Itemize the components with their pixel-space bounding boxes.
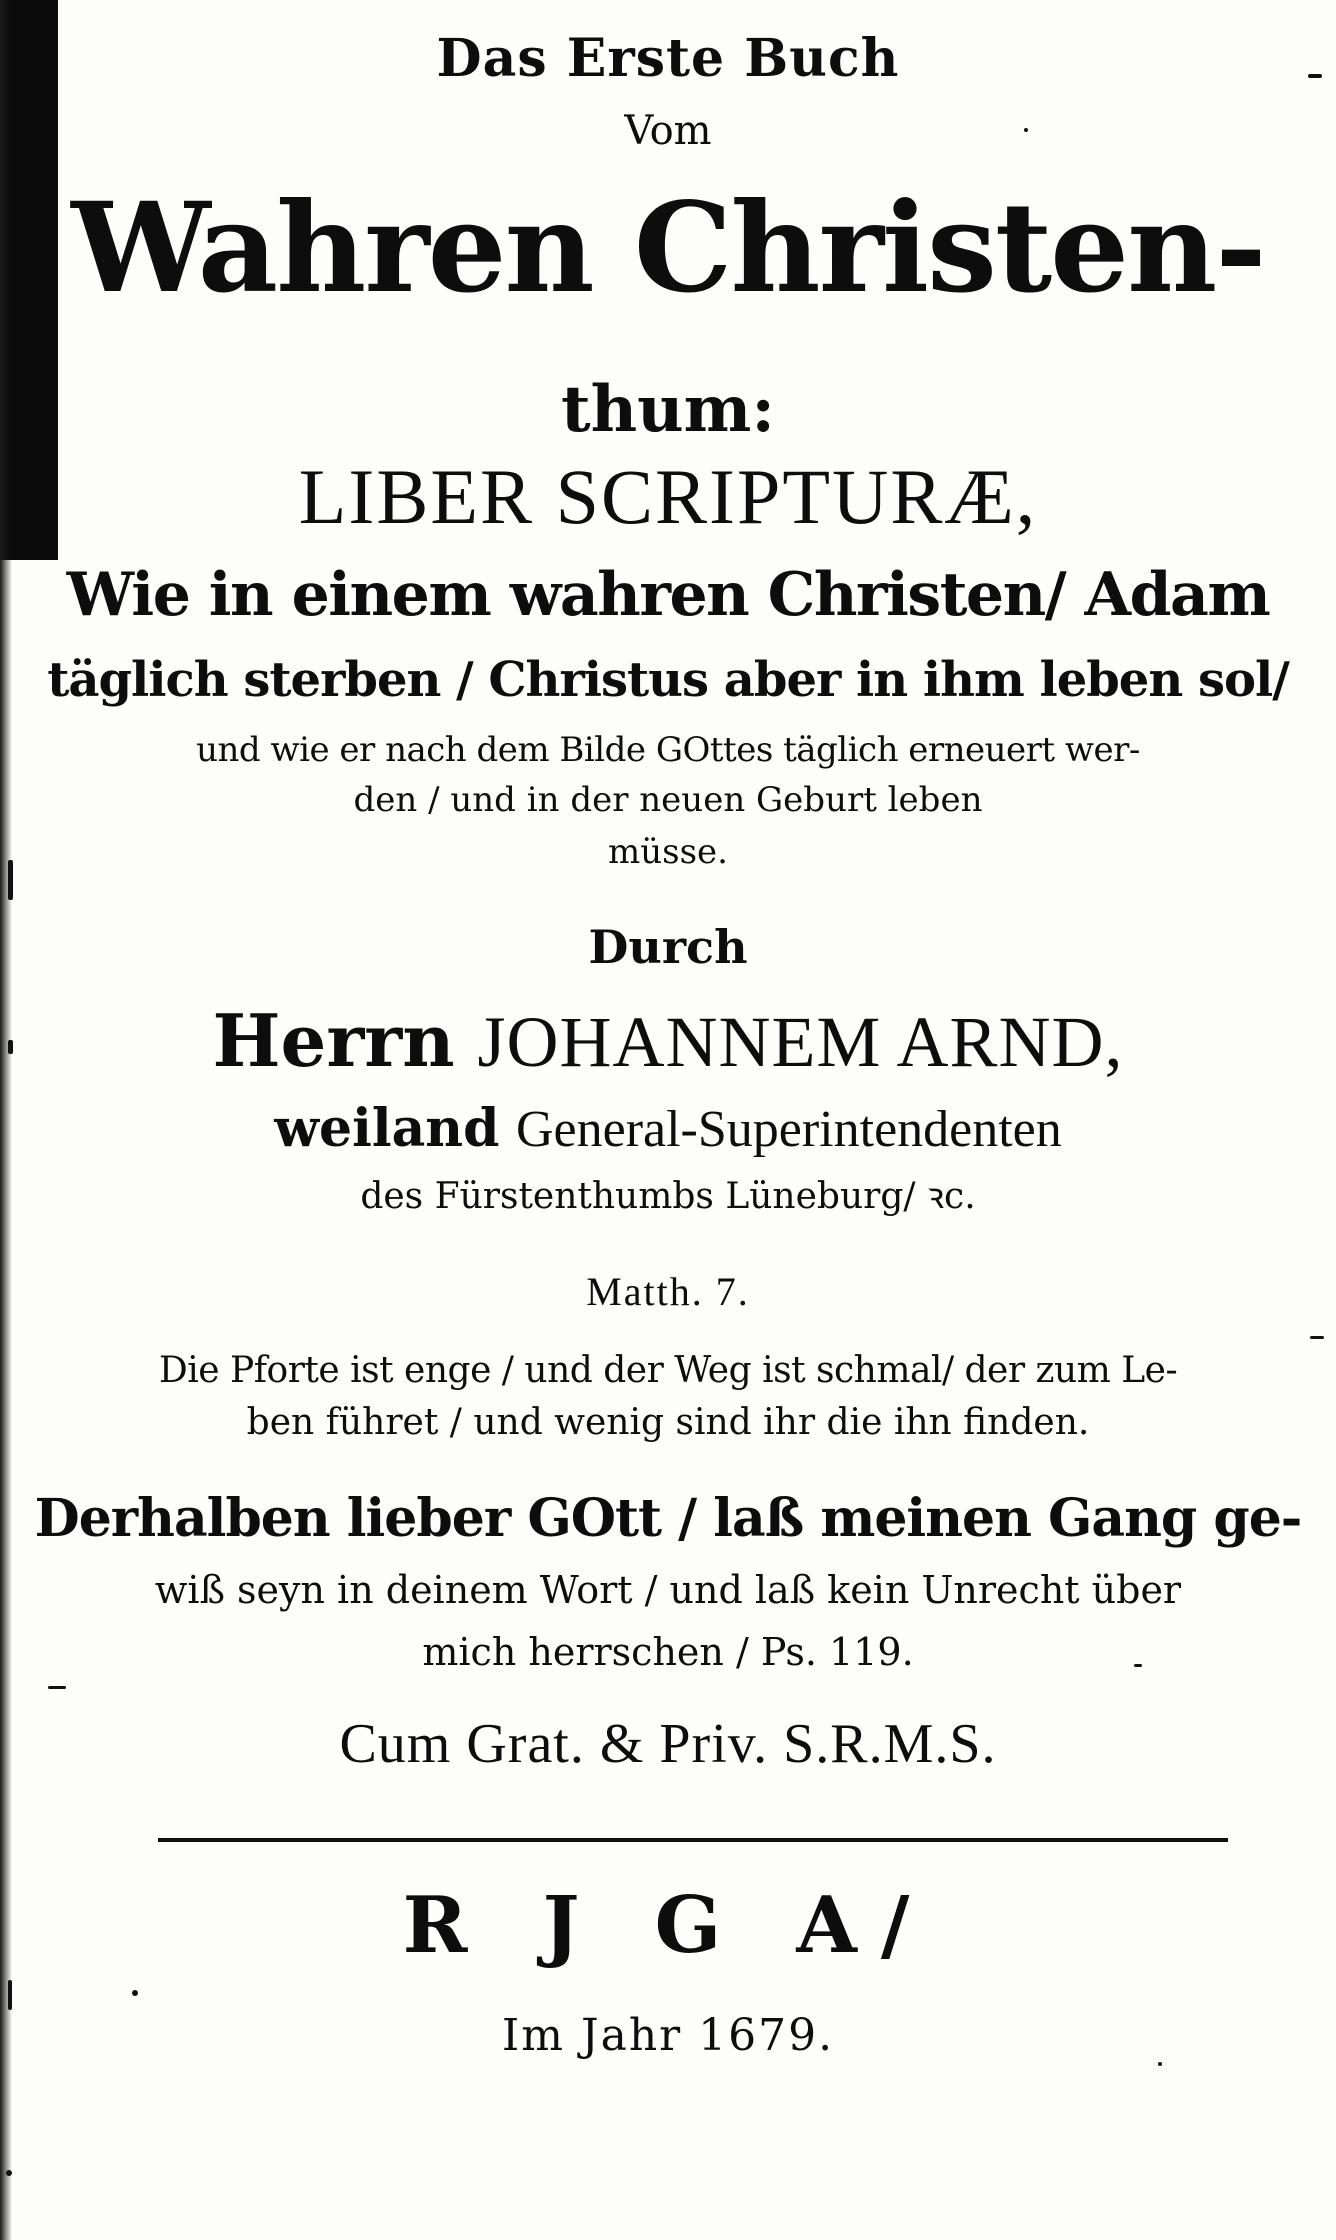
ink-speck	[48, 1686, 66, 1689]
author-office	[0, 1098, 1336, 1159]
main-title: Wahren Christen-	[71, 176, 1265, 321]
epigraph-line-1: Die Pforte ist enge / und der Weg ist schmal/ der zum Le-	[158, 1350, 1178, 1391]
bible-reference: Matth. 7.	[586, 1269, 750, 1314]
epigraph-line-2: ben führet / und wenig sind ihr die ihn finden.	[246, 1402, 1090, 1443]
subtitle-line-5: müsse.	[608, 832, 728, 872]
author-line	[0, 998, 1336, 1084]
main-title-continued: thum:	[561, 372, 775, 447]
author-office-title: General-Superintendenten	[515, 1101, 1062, 1158]
ink-speck	[1158, 2062, 1162, 2066]
heading-vom: Vom	[624, 108, 712, 154]
durch-label: Durch	[588, 920, 748, 974]
prayer-line-1: Derhalben lieber GOtt / laß meinen Gang ge-	[34, 1488, 1302, 1549]
author-name: JOHANNEM ARND,	[477, 1002, 1124, 1082]
horizontal-rule	[158, 1838, 1228, 1842]
author-office-weiland: weiland	[274, 1098, 500, 1159]
prayer-line-2: wiß seyn in deinem Wort / und laß kein Unrecht über	[154, 1568, 1182, 1612]
subtitle-line-3: und wie er nach dem Bilde GOttes täglich erneuert wer-	[196, 730, 1140, 770]
ink-speck	[132, 1990, 138, 1996]
latin-subtitle: LIBER SCRIPTURÆ,	[298, 453, 1038, 540]
ink-speck	[1310, 1336, 1324, 1339]
privilege-line: Cum Grat. & Priv. S.R.M.S.	[339, 1713, 997, 1775]
ink-speck	[8, 1980, 12, 2010]
subtitle-line-1: Wie in einem wahren Christen/ Adam	[66, 560, 1270, 630]
author-prefix: Herrn	[212, 998, 455, 1083]
heading-book-number: Das Erste Buch	[436, 28, 900, 89]
subtitle-line-4: den / und in der neuen Geburt leben	[353, 780, 983, 820]
ink-speck	[6, 2170, 12, 2176]
subtitle-line-2: täglich sterben / Christus aber in ihm leben sol/	[47, 652, 1289, 708]
imprint-place: R J G A/	[402, 1880, 934, 1971]
imprint-year: Im Jahr 1679.	[501, 2010, 835, 2061]
author-territory: des Fürstenthumbs Lüneburg/ ꝛc.	[360, 1176, 976, 1217]
prayer-line-3: mich herrschen / Ps. 119.	[422, 1630, 914, 1674]
